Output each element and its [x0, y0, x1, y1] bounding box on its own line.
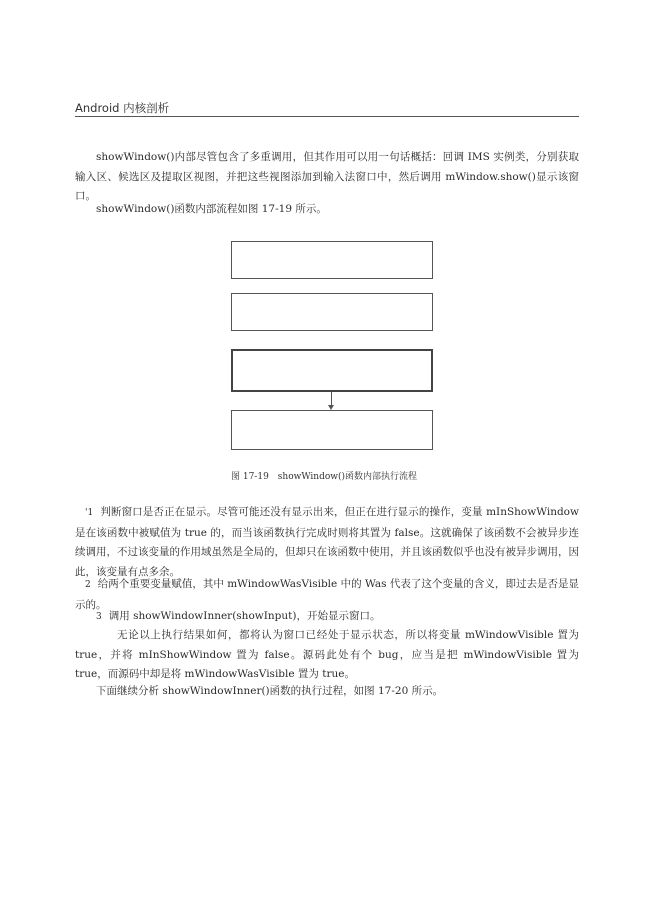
note-3-number: 3: [96, 612, 102, 622]
paragraph-showwindow-summary: showWindow()内部尽管包含了多重调用，但其作用可以用一句话概括：回调 IMS 实例类，分别获取输入区、候选区及提取区视图，并把这些视图添加到输入法窗口中，然后调用 mWindow.show()显示该窗口。: [75, 151, 579, 202]
note-2-text: 给两个重要变量赋值，其中 mWindowWasVisible 中的 Was 代表了这个变量的含义，即过去是否是显示的。: [75, 578, 579, 611]
flow-arrow-line: [331, 392, 332, 406]
note-3-text: 调用 showWindowInner(showInput)，开始显示窗口。: [108, 610, 381, 622]
flow-box-4: [231, 410, 433, 450]
note-1-text: 判断窗口是否正在显示。尽管可能还没有显示出来，但正在进行显示的操作，变量 mInShowWindow 是在该函数中被赋值为 true 的，而当该函数执行完成时则将其置为 false。这就确保了该函数不会被异步连续调用，不过该变量的作用域虽然是全局的，但却只在该函数中使用，并且该函数似乎也没有被异步调用，因此，该变量有点多余。: [75, 506, 579, 578]
flow-box-2: [231, 293, 433, 331]
paragraph-next-section: 下面继续分析 showWindowInner()函数的执行过程，如图 17-20 所示。: [96, 685, 444, 697]
running-header: Android 内核剖析: [75, 101, 170, 115]
note-1-number: '1: [85, 508, 94, 518]
header-rule: [75, 116, 579, 117]
note-3: [75, 607, 579, 628]
note-1: [75, 503, 579, 582]
flow-box-1: [231, 241, 433, 279]
flow-box-3: [231, 349, 433, 392]
paragraph-figure-reference: showWindow()函数内部流程如图 17-19 所示。: [96, 203, 327, 215]
note-3-continuation: 无论以上执行结果如何，都将认为窗口已经处于显示状态，所以将变量 mWindowVisible 置为 true，并将 mInShowWindow 置为 false。源码此处有个 bug，应当是把 mWindowVisible 置为 true，而源码中却是将 mWindowWasVisible 置为 true。: [75, 629, 579, 680]
note-2-number: 2: [85, 580, 91, 590]
figure-caption: 图 17-19 showWindow()函数内部执行流程: [230, 472, 418, 482]
